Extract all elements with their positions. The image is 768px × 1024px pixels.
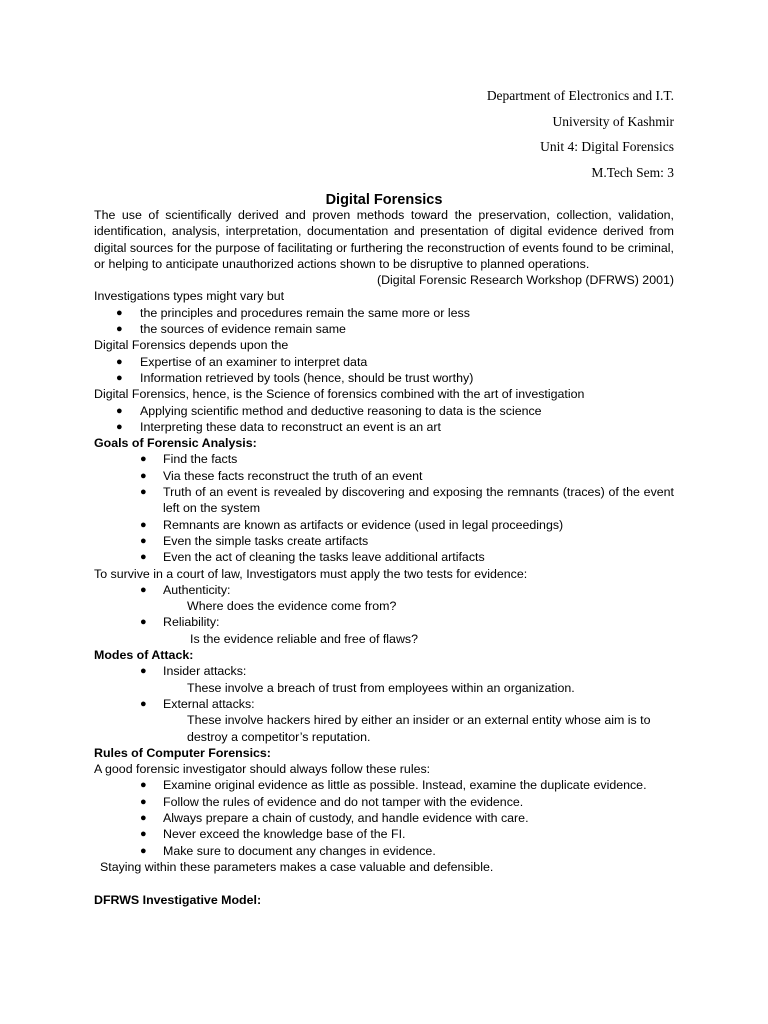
bullet-icon: ● (140, 616, 147, 629)
bullet-icon: ● (116, 306, 123, 319)
science-list (94, 403, 674, 436)
list-item: ● External attacks: (140, 696, 255, 711)
attack-heading: Modes of Attack: (94, 648, 194, 663)
list-item: ● Make sure to document any changes in evidence. (140, 843, 436, 858)
header-unit: Unit 4: Digital Forensics (540, 139, 674, 154)
science-intro: Digital Forensics, hence, is the Science of forensics combined with the art of investigation (94, 387, 585, 402)
list-item: ● Always prepare a chain of custody, and handle evidence with care. (140, 810, 529, 825)
list-item: ● Even the act of cleaning the tasks leave additional artifacts (140, 550, 485, 565)
bullet-icon: ● (116, 420, 123, 433)
list-item: ● Applying scientific method and deductive reasoning to data is the science (116, 403, 542, 418)
list-item: ● Follow the rules of evidence and do not tamper with the evidence. (140, 794, 524, 809)
list-item: ● the principles and procedures remain the same more or less (116, 305, 470, 320)
goals-heading: Goals of Forensic Analysis: (94, 436, 257, 451)
list-item: ● Interpreting these data to reconstruct an event is an art (116, 419, 441, 434)
list-item: ● Expertise of an examiner to interpret data (116, 354, 368, 369)
bullet-icon: ● (140, 469, 147, 482)
depends-intro: Digital Forensics depends upon the (94, 338, 289, 353)
bullet-icon: ● (140, 551, 147, 564)
spacer (94, 875, 674, 892)
rules-intro: A good forensic investigator should always follow these rules: (94, 762, 431, 777)
bullet-icon: ● (140, 795, 147, 808)
list-item: ● Reliability: (140, 615, 220, 630)
rules-list (94, 777, 674, 858)
bullet-icon: ● (140, 779, 147, 792)
bullet-icon: ● (140, 453, 147, 466)
bullet-icon: ● (140, 828, 147, 841)
list-item: ● Find the facts (140, 452, 238, 467)
bullet-icon: ● (140, 534, 147, 547)
rules-closing: Staying within these parameters makes a case valuable and defensible. (100, 859, 494, 874)
bullet-icon: ● (116, 355, 123, 368)
list-item: ● Insider attacks: (140, 664, 247, 679)
bullet-icon: ● (116, 404, 123, 417)
header-department: Department of Electronics and I.T. (486, 88, 674, 103)
external-description: These involve hackers hired by either an insider or an external entity whose aim is to destroy a competitor’s reputation. (187, 713, 651, 744)
header-semester: M.Tech Sem: 3 (591, 165, 674, 180)
bullet-icon: ● (140, 486, 147, 499)
page-title: Digital Forensics (325, 192, 443, 208)
rules-heading: Rules of Computer Forensics: (94, 745, 271, 760)
investigations-intro: Investigations types might vary but (94, 289, 285, 304)
list-item: ● Examine original evidence as little as possible. Instead, examine the duplicate evidence. (140, 778, 647, 793)
list-item: ● Authenticity: (140, 582, 231, 597)
list-item: ● Remnants are known as artifacts or evidence (used in legal proceedings) (140, 517, 564, 532)
bullet-icon: ● (140, 811, 147, 824)
list-item: ● Never exceed the knowledge base of the FI. (140, 827, 406, 842)
citation: (Digital Forensic Research Workshop (DFRWS) 2001) (376, 273, 674, 288)
document-body (94, 207, 674, 908)
bullet-icon: ● (140, 665, 147, 678)
investigations-list (94, 305, 674, 338)
reliability-question: Is the evidence reliable and free of flaws? (190, 631, 418, 646)
model-heading: DFRWS Investigative Model: (94, 893, 262, 908)
authenticity-question: Where does the evidence come from? (187, 599, 397, 614)
bullet-icon: ● (140, 583, 147, 596)
header-university: University of Kashmir (552, 114, 674, 129)
attack-list-2 (94, 696, 674, 712)
list-item: ● Even the simple tasks create artifacts (140, 533, 369, 548)
insider-description: These involve a breach of trust from employees within an organization. (187, 680, 575, 695)
list-item: ● the sources of evidence remain same (116, 322, 346, 337)
depends-list (94, 354, 674, 387)
bullet-icon: ● (116, 323, 123, 336)
list-item: ● Via these facts reconstruct the truth of an event (140, 468, 423, 483)
goals-list (94, 451, 674, 565)
court-tests-list-2 (94, 614, 674, 630)
attack-list (94, 663, 674, 679)
definition-paragraph: The use of scientifically derived and proven methods toward the preservation, collection, validation, identification, analysis, interpretation, documentation and presentation of digital evidence derived from digital sources for the purpose of facilitating or furthering the reconstruction of events found to be criminal, or helping to anticipate unauthorized actions shown to be disruptive to planned operations. (94, 208, 674, 271)
list-item: ● Truth of an event is revealed by discovering and exposing the remnants (traces) of the event left on the system (140, 485, 674, 516)
court-intro: To survive in a court of law, Investigators must apply the two tests for evidence: (94, 566, 528, 581)
bullet-icon: ● (116, 371, 123, 384)
bullet-icon: ● (140, 844, 147, 857)
court-tests-list (94, 582, 674, 598)
bullet-icon: ● (140, 518, 147, 531)
list-item: ● Information retrieved by tools (hence, should be trust worthy) (116, 370, 474, 385)
bullet-icon: ● (140, 697, 147, 710)
